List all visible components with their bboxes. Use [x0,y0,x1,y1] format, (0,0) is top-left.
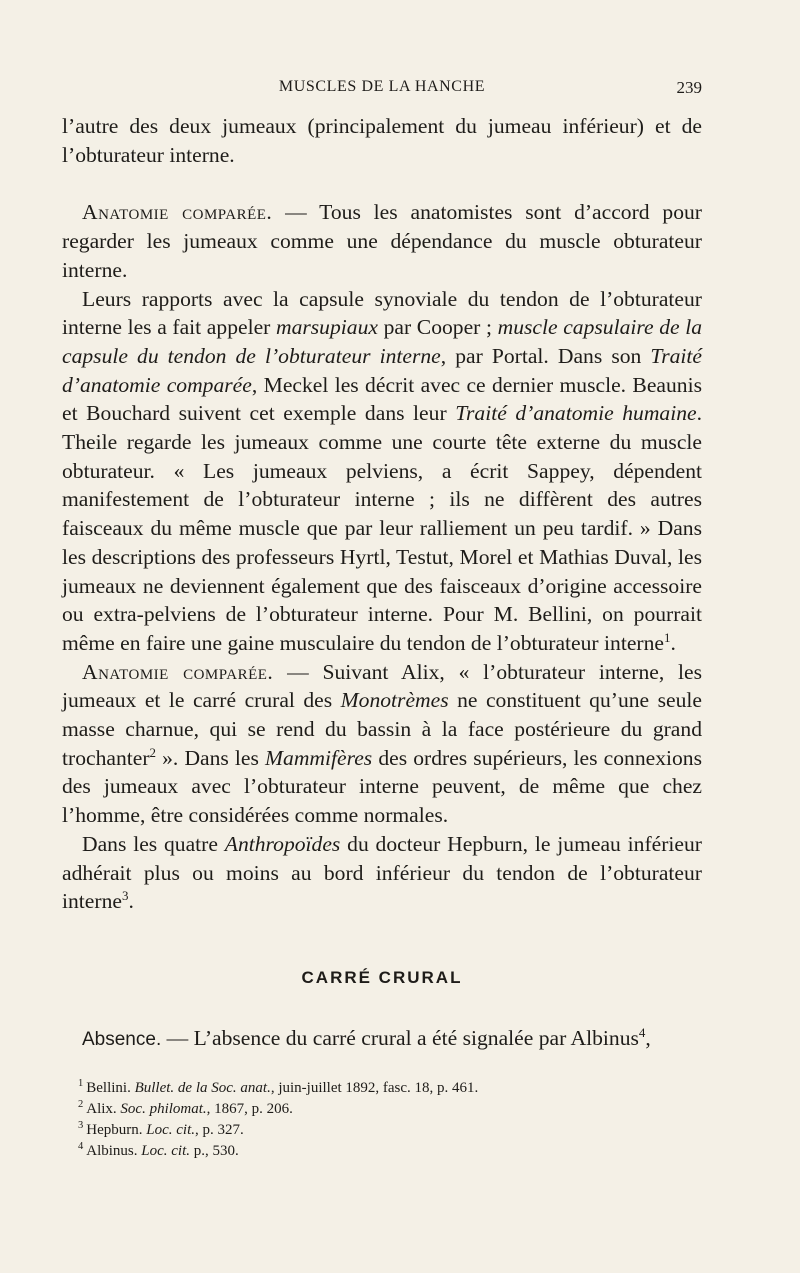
paragraph-1 [62,112,702,169]
footnote-italic: Loc. cit. [141,1143,191,1159]
paragraph-3-italic-3: Traité d’anatomie comparée [62,343,702,397]
footnote-number: 2 [78,1099,84,1110]
paragraph-3-text-a: Leurs rapports avec la capsule synoviale du tendon de l’obturateur interne les a fait appeler [62,286,702,340]
absence-lead: Absence. [82,1029,162,1050]
absence-text: — L’absence du carré crural a été signalée par Albinus [161,1026,639,1050]
footnotes [78,1078,698,1162]
footnote-3 [78,1120,698,1141]
paragraph-3-text-c: , par Portal. Dans son [440,343,651,368]
section-title: CARRÉ CRURAL [301,968,463,987]
footnote-text: , p. 327. [195,1122,244,1138]
footnote-italic: Loc. cit. [146,1122,195,1138]
footnote-number: 4 [78,1141,84,1152]
footnote-text: , juin-juillet 1892, fasc. 18, p. 461. [270,1080,479,1096]
running-header [62,78,702,102]
footnote-text: Alix. [86,1101,121,1117]
running-title: MUSCLES DE LA HANCHE [278,78,486,95]
footnote-2 [78,1099,698,1120]
footnote-ref-4[interactable]: 4 [638,1024,646,1040]
footnote-1 [78,1078,698,1099]
paragraph-3-italic-4: Traité d’anatomie humaine [455,401,697,426]
paragraph-5-text-c: . [128,889,134,914]
paragraph-4-text-b: ne constituent qu’une seule masse charnue, qui se rend du bassin à la face postérieure du grand trochanter [62,688,702,770]
paragraph-3-text-f: . [670,630,676,655]
paragraph-4 [62,658,702,830]
paragraph-4-italic-1: Monotrèmes [340,688,449,713]
paragraph-3-text-e: . Theile regarde les jumeaux comme une courte tête externe du muscle obturateur. « Les jumeaux pelviens, a écrit Sappey, dépendent manifestement de l’obturateur interne ; ils ne diffèrent des autres faisceaux du même muscle que par leur ralliement un peu tardif. » Dans les descriptions des professeurs Hyrtl, Testut, Morel et Mathias Duval, les jumeaux ne deviennent également que des faisceaux d’origine accessoire ou extra-pelviens de l’obturateur interne. Pour M. Bellini, on pourrait même en faire une gaine musculaire du tendon de l’obturateur interne [62,401,702,655]
paragraph-4-lead: Anatomie comparée. [82,659,274,684]
paragraph-4-text-c: ». Dans les [156,745,266,770]
footnote-ref-3[interactable]: 3 [121,888,129,904]
paragraph-5 [62,830,702,916]
footnote-italic: Bullet. de la Soc. anat. [134,1080,271,1096]
paragraph-5-text-a: Dans les quatre [82,831,225,856]
paragraph-2 [62,198,702,284]
absence-paragraph [62,1024,702,1055]
paragraph-4-italic-2: Mammifères [265,745,373,770]
footnote-4 [78,1141,698,1162]
paragraph-4-text-d: des ordres supérieurs, les connexions des jumeaux avec l’obturateur interne peuvent, de même que chez l’homme, être considérées comme normales. [62,745,703,828]
absence-end: , [645,1026,651,1050]
paragraph-3-text-b: par Cooper ; [377,315,498,340]
page-number: 239 [676,78,702,97]
footnote-text: Bellini. [86,1080,135,1096]
paragraph-3-italic-1: marsupiaux [275,315,378,340]
paragraph-1-text: l’autre des deux jumeaux (principalement du jumeau inférieur) et de l’obturateur interne. [62,114,702,167]
paragraph-3-text-d: , Meckel les décrit avec ce dernier muscle. Beaunis et Bouchard suivent cet exemple dans leur [62,372,702,426]
paragraph-5-italic-1: Anthropoïdes [224,831,341,856]
footnote-number: 1 [78,1078,84,1089]
footnote-ref-2[interactable]: 2 [149,744,157,760]
footnote-text: Hepburn. [86,1122,147,1138]
footnote-text: p., 530. [190,1143,239,1159]
paragraph-5-text-b: du docteur Hepburn, le jumeau inférieur adhérait plus ou moins au bord inférieur du tendon de l’obturateur interne [62,831,702,914]
paragraph-4-text-a: — Suivant Alix, « l’obturateur interne, les jumeaux et le carré crural des [62,659,702,713]
paragraph-2-lead: Anatomie comparée. [82,200,273,225]
footnote-italic: Soc. philomat. [120,1101,207,1117]
paragraph-3 [62,285,702,658]
footnote-text: , 1867, p. 206. [206,1101,293,1117]
paragraph-2-text: — Tous les anatomistes sont d’accord pour regarder les jumeaux comme une dépendance du muscle obturateur interne. [62,200,702,282]
footnote-text: Albinus. [86,1143,142,1159]
main-text [62,112,702,916]
footnote-number: 3 [78,1120,84,1131]
footnote-ref-1[interactable]: 1 [663,629,671,645]
paragraph-3-italic-2: muscle capsulaire de la capsule du tendon de l’obturateur interne [62,315,703,368]
